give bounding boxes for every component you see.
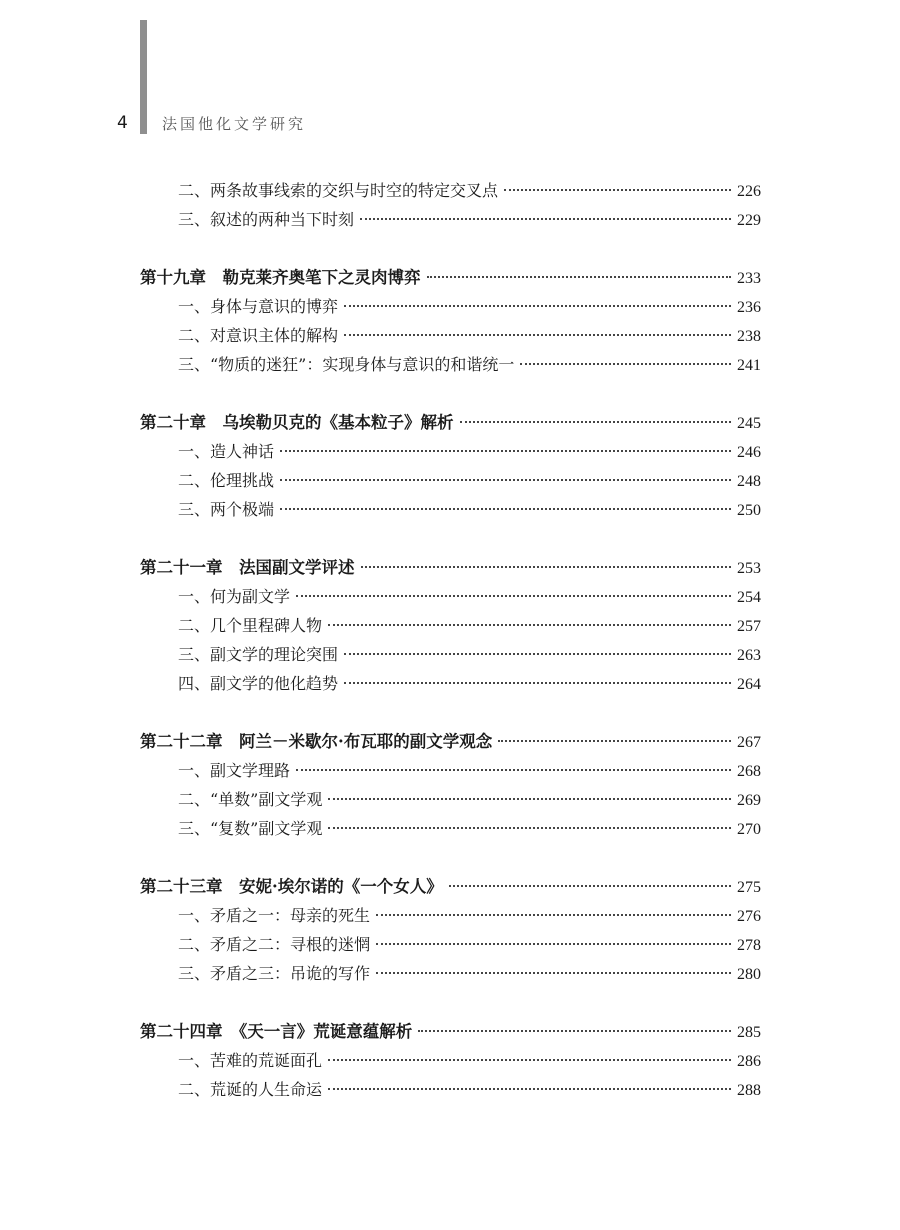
- dot-leader: [328, 624, 731, 626]
- toc-entry-label: 二、矛盾之二：寻根的迷惘: [178, 935, 371, 954]
- dot-leader: [418, 1030, 731, 1032]
- dot-leader: [449, 885, 731, 887]
- toc-entry-label: 三、“复数”副文学观: [178, 819, 323, 838]
- dot-leader: [344, 653, 731, 655]
- toc-section-entry[interactable]: [140, 930, 761, 959]
- toc-entry-page-number: 246: [737, 444, 761, 461]
- dot-leader: [376, 914, 731, 916]
- dot-leader: [296, 769, 731, 771]
- toc-entry-label: 一、苦难的荒诞面孔: [178, 1051, 323, 1070]
- toc-entry-page-number: 236: [737, 299, 761, 316]
- toc-entry-label: 三、叙述的两种当下时刻: [178, 210, 355, 229]
- toc-section-entry[interactable]: [140, 1075, 761, 1104]
- toc-entry-label: 三、矛盾之三：吊诡的写作: [178, 964, 371, 983]
- toc-entry-label: 一、造人神话: [178, 442, 275, 461]
- toc-entry-page-number: 241: [737, 357, 761, 374]
- toc-entry-label: 三、副文学的理论突围: [178, 645, 339, 664]
- toc-entry-label: 二、对意识主体的解构: [178, 326, 339, 345]
- page-number: 4: [117, 113, 128, 133]
- toc-entry-page-number: 248: [737, 473, 761, 490]
- table-of-contents: [140, 176, 761, 1104]
- toc-entry-label: 二、两条故事线索的交织与时空的特定交叉点: [178, 181, 499, 200]
- dot-leader: [460, 421, 732, 423]
- dot-leader: [328, 1059, 731, 1061]
- dot-leader: [328, 798, 731, 800]
- toc-entry-label: 二、荒诞的人生命运: [178, 1080, 323, 1099]
- toc-entry-label: 一、副文学理路: [178, 761, 291, 780]
- toc-entry-page-number: 280: [737, 966, 761, 983]
- toc-entry-page-number: 233: [737, 270, 761, 287]
- dot-leader: [376, 943, 731, 945]
- toc-entry-page-number: 264: [737, 676, 761, 693]
- toc-entry-label: 第二十二章 阿兰－米歇尔·布瓦耶的副文学观念: [140, 732, 493, 751]
- dot-leader: [280, 450, 731, 452]
- toc-section-entry[interactable]: [140, 582, 761, 611]
- toc-section-entry[interactable]: [140, 669, 761, 698]
- toc-section-entry[interactable]: [140, 901, 761, 930]
- toc-entry-page-number: 285: [737, 1024, 761, 1041]
- toc-entry-page-number: 270: [737, 821, 761, 838]
- toc-section-entry[interactable]: [140, 292, 761, 321]
- toc-section-entry[interactable]: [140, 205, 761, 234]
- dot-leader: [376, 972, 731, 974]
- toc-chapter-entry[interactable]: [140, 1017, 761, 1046]
- toc-entry-page-number: 275: [737, 879, 761, 896]
- toc-entry-label: 三、“物质的迷狂”：实现身体与意识的和谐统一: [178, 355, 515, 374]
- toc-entry-page-number: 276: [737, 908, 761, 925]
- toc-entry-page-number: 238: [737, 328, 761, 345]
- toc-entry-page-number: 263: [737, 647, 761, 664]
- toc-entry-label: 一、矛盾之一：母亲的死生: [178, 906, 371, 925]
- toc-entry-label: 第二十章 乌埃勒贝克的《基本粒子》解析: [140, 413, 454, 432]
- toc-entry-label: 第十九章 勒克莱齐奥笔下之灵肉博弈: [140, 268, 421, 287]
- dot-leader: [344, 334, 731, 336]
- toc-section-entry[interactable]: [140, 611, 761, 640]
- toc-chapter-entry[interactable]: [140, 263, 761, 292]
- toc-chapter-entry[interactable]: [140, 727, 761, 756]
- running-book-title: 法国他化文学研究: [162, 115, 307, 133]
- dot-leader: [361, 566, 732, 568]
- dot-leader: [504, 189, 731, 191]
- toc-entry-label: 第二十三章 安妮·埃尔诺的《一个女人》: [140, 877, 443, 896]
- dot-leader: [328, 827, 731, 829]
- toc-entry-page-number: 286: [737, 1053, 761, 1070]
- toc-section-entry[interactable]: [140, 814, 761, 843]
- toc-entry-label: 一、身体与意识的博弈: [178, 297, 339, 316]
- toc-section-entry[interactable]: [140, 176, 761, 205]
- dot-leader: [280, 508, 731, 510]
- dot-leader: [498, 740, 731, 742]
- header-rule: [140, 20, 147, 134]
- toc-entry-label: 一、何为副文学: [178, 587, 291, 606]
- toc-entry-page-number: 288: [737, 1082, 761, 1099]
- toc-section-entry[interactable]: [140, 466, 761, 495]
- toc-entry-page-number: 267: [737, 734, 761, 751]
- toc-entry-page-number: 268: [737, 763, 761, 780]
- toc-entry-page-number: 257: [737, 618, 761, 635]
- toc-entry-label: 三、两个极端: [178, 500, 275, 519]
- dot-leader: [427, 276, 732, 278]
- toc-entry-page-number: 250: [737, 502, 761, 519]
- toc-entry-label: 二、伦理挑战: [178, 471, 275, 490]
- toc-section-entry[interactable]: [140, 437, 761, 466]
- toc-entry-label: 二、几个里程碑人物: [178, 616, 323, 635]
- toc-section-entry[interactable]: [140, 321, 761, 350]
- toc-entry-page-number: 245: [737, 415, 761, 432]
- toc-entry-page-number: 269: [737, 792, 761, 809]
- toc-section-entry[interactable]: [140, 1046, 761, 1075]
- toc-section-entry[interactable]: [140, 756, 761, 785]
- dot-leader: [328, 1088, 731, 1090]
- toc-section-entry[interactable]: [140, 640, 761, 669]
- toc-entry-page-number: 278: [737, 937, 761, 954]
- toc-chapter-entry[interactable]: [140, 872, 761, 901]
- toc-entry-label: 第二十四章 《天一言》荒诞意蕴解析: [140, 1022, 413, 1041]
- toc-chapter-entry[interactable]: [140, 408, 761, 437]
- toc-section-entry[interactable]: [140, 495, 761, 524]
- dot-leader: [344, 682, 731, 684]
- dot-leader: [296, 595, 731, 597]
- dot-leader: [280, 479, 731, 481]
- toc-entry-page-number: 229: [737, 212, 761, 229]
- toc-entry-page-number: 226: [737, 183, 761, 200]
- dot-leader: [344, 305, 731, 307]
- toc-section-entry[interactable]: [140, 785, 761, 814]
- toc-entry-label: 二、“单数”副文学观: [178, 790, 323, 809]
- toc-section-entry[interactable]: [140, 350, 761, 379]
- toc-chapter-entry[interactable]: [140, 553, 761, 582]
- dot-leader: [520, 363, 731, 365]
- toc-entry-label: 四、副文学的他化趋势: [178, 674, 339, 693]
- toc-entry-page-number: 253: [737, 560, 761, 577]
- toc-section-entry[interactable]: [140, 959, 761, 988]
- toc-entry-page-number: 254: [737, 589, 761, 606]
- toc-entry-label: 第二十一章 法国副文学评述: [140, 558, 355, 577]
- dot-leader: [360, 218, 731, 220]
